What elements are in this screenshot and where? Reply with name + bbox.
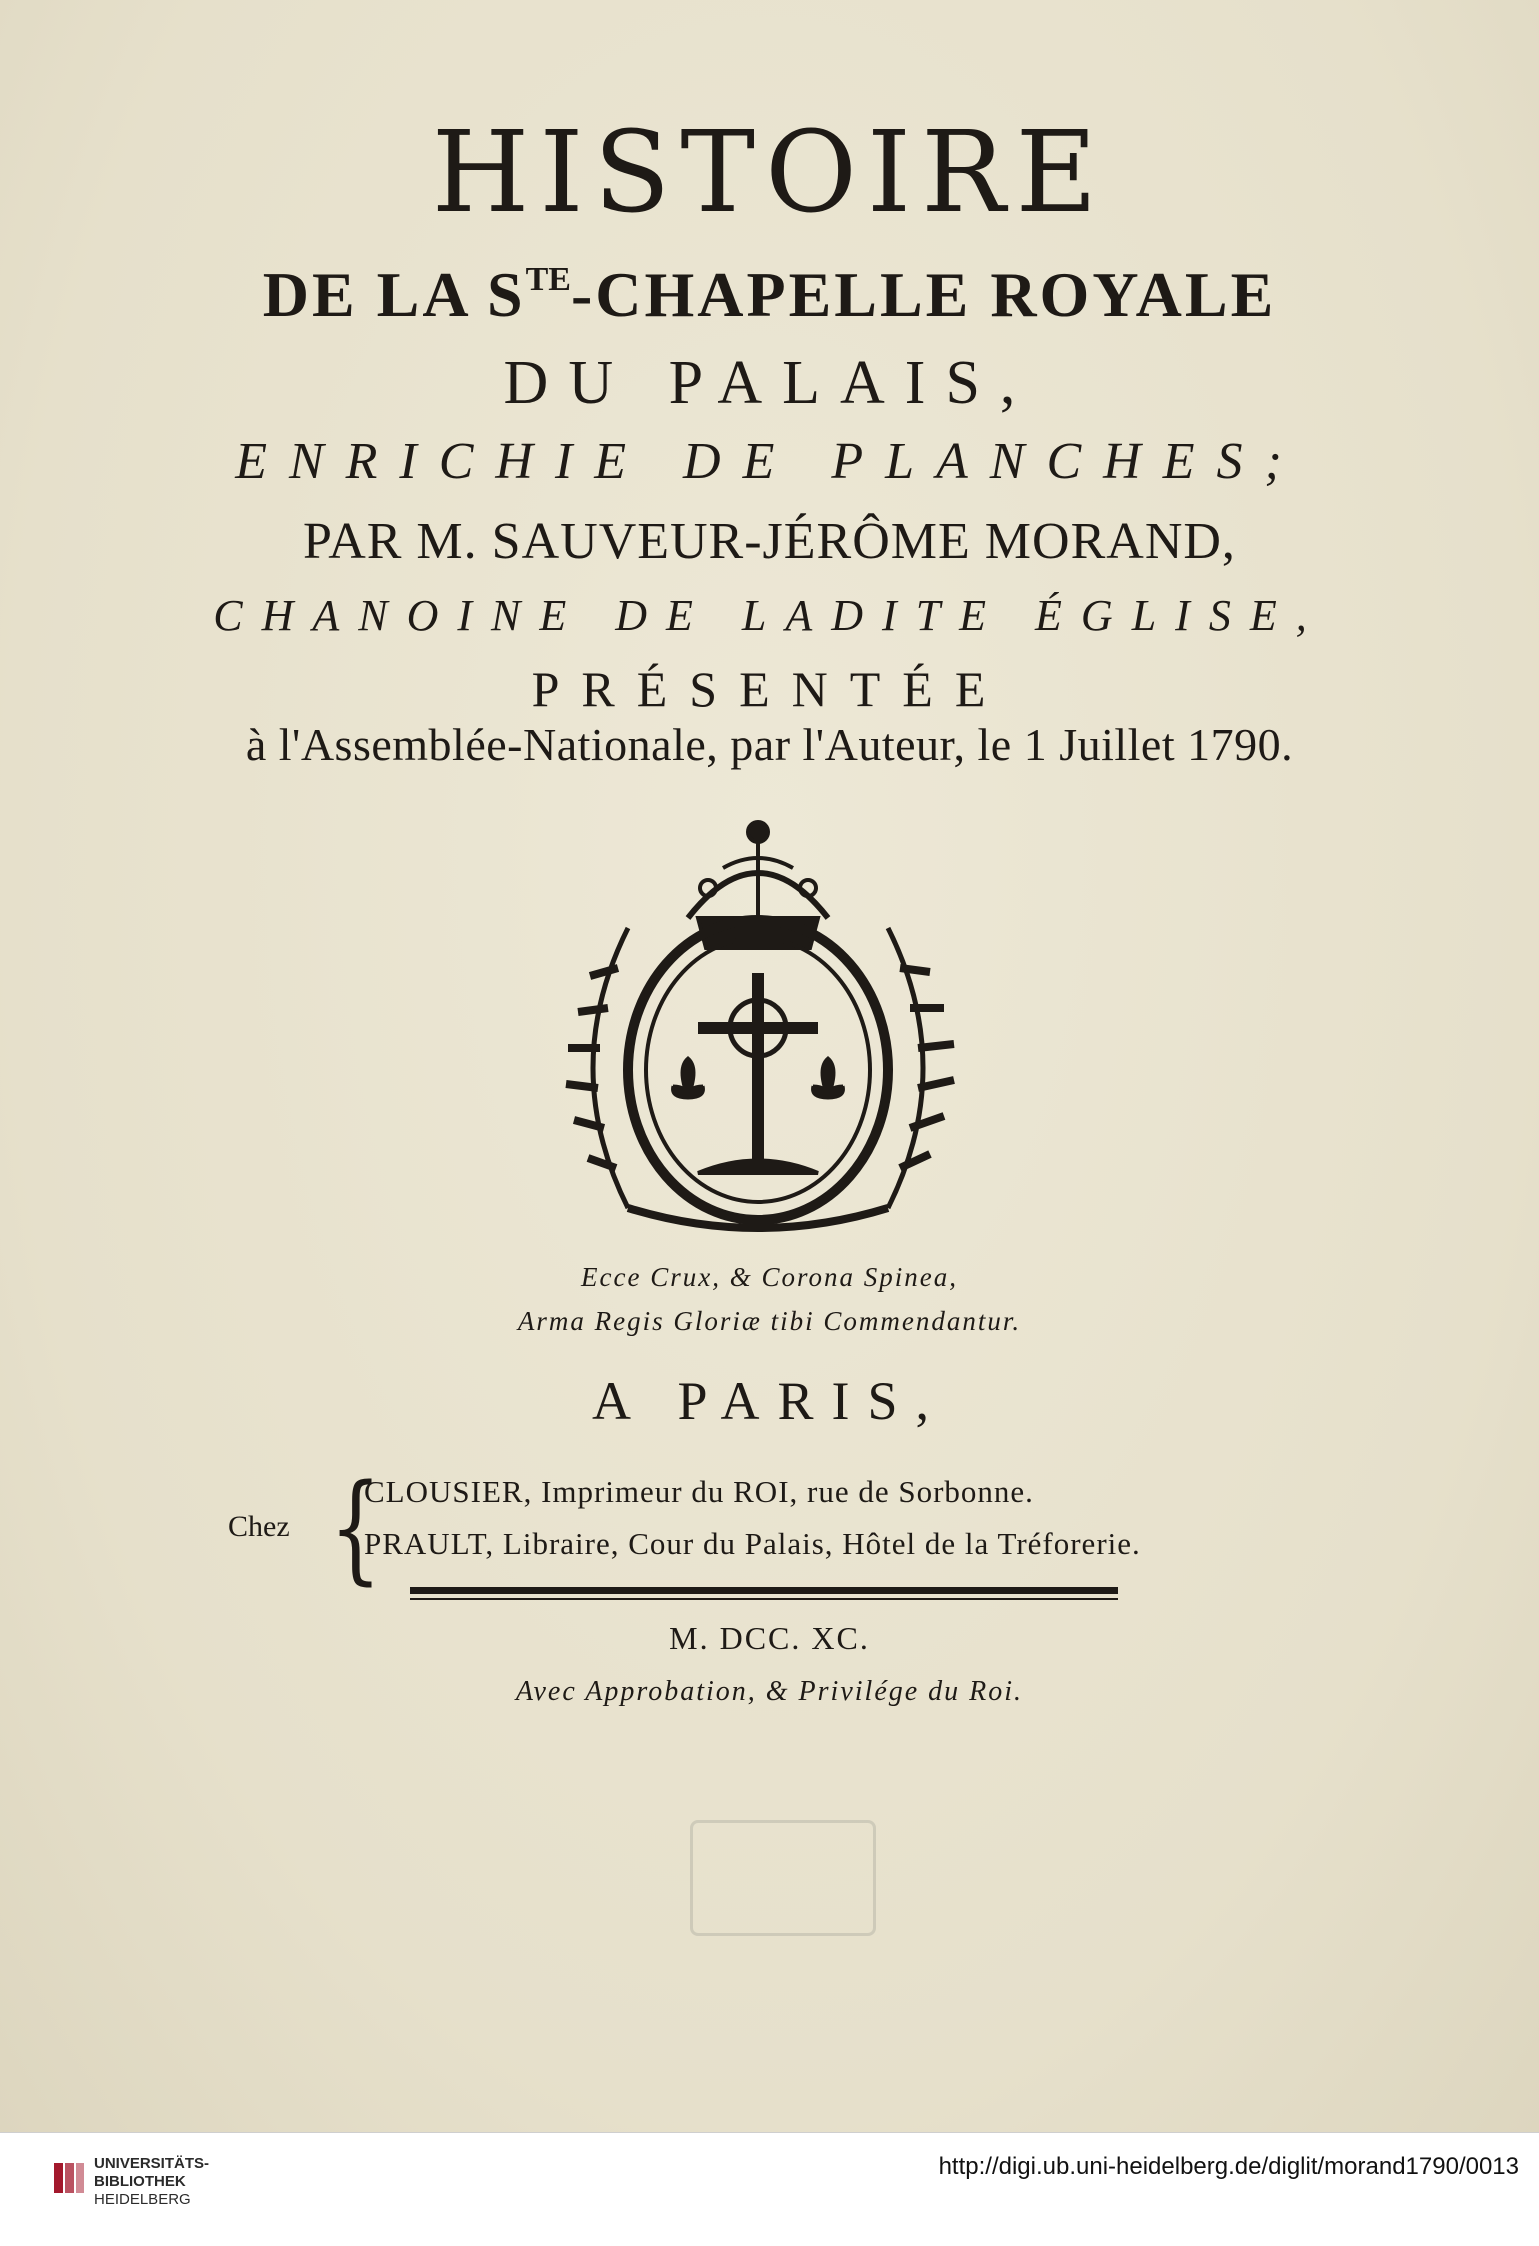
subtitle-line-2: DU PALAIS, [503, 349, 1036, 417]
imprint-chez: Chez [228, 1510, 290, 1543]
library-logo-icon[interactable] [52, 2161, 86, 2195]
presentation-detail: à l'Assemblée-Nationale, par l'Auteur, le 1 Juillet 1790. [245, 719, 1294, 770]
author-name: PAR M. SAUVEUR-JÉRÔME MORAND, [303, 513, 1236, 570]
imprint-privilege: Avec Approbation, & Privilége du Roi. [515, 1676, 1024, 1707]
subtitle-line-3: ENRICHIE DE PLANCHES; [235, 433, 1304, 490]
permalink-url[interactable]: http://digi.ub.uni-heidelberg.de/diglit/morand1790/0013 [938, 2153, 1519, 2180]
subtitle-line-1 [0, 258, 1539, 332]
imprint-date: M. DCC. XC. [669, 1620, 870, 1656]
subtitle-line-1-sup: TE [525, 261, 571, 298]
footer-bar [0, 2132, 1539, 2246]
motto-line-1: Ecce Crux, & Corona Spinea, [581, 1262, 958, 1292]
library-name-line-2: BIBLIOTHEK [94, 2173, 186, 2190]
imprint-place: A PARIS, [591, 1371, 948, 1431]
page-title: HISTOIRE [431, 108, 1108, 238]
royal-coat-of-arms-icon [538, 808, 978, 1238]
publisher-1: CLOUSIER, Imprimeur du ROI, rue de Sorbonne. [364, 1474, 1034, 1509]
double-rule-divider [410, 1587, 1118, 1601]
presentation-heading: PRÉSENTÉE [531, 661, 1008, 717]
subtitle-line-1-post: -CHAPELLE ROYALE [570, 259, 1277, 330]
library-stamp-icon [690, 1820, 876, 1936]
motto-line-2: Arma Regis Gloriæ tibi Commendantur. [517, 1306, 1022, 1336]
publisher-2: PRAULT, Libraire, Cour du Palais, Hôtel de la Tréforerie. [364, 1526, 1141, 1561]
library-name-line-1: UNIVERSITÄTS- [94, 2155, 210, 2172]
library-name-line-3: HEIDELBERG [94, 2191, 191, 2208]
brace-icon: { [329, 1458, 382, 1596]
subtitle-line-1-pre: DE LA S [262, 259, 526, 330]
author-title: CHANOINE DE LADITE ÉGLISE, [213, 591, 1326, 640]
library-name[interactable] [94, 2155, 209, 2209]
rule-thin [410, 1598, 1118, 1600]
rule-thick [410, 1587, 1118, 1594]
